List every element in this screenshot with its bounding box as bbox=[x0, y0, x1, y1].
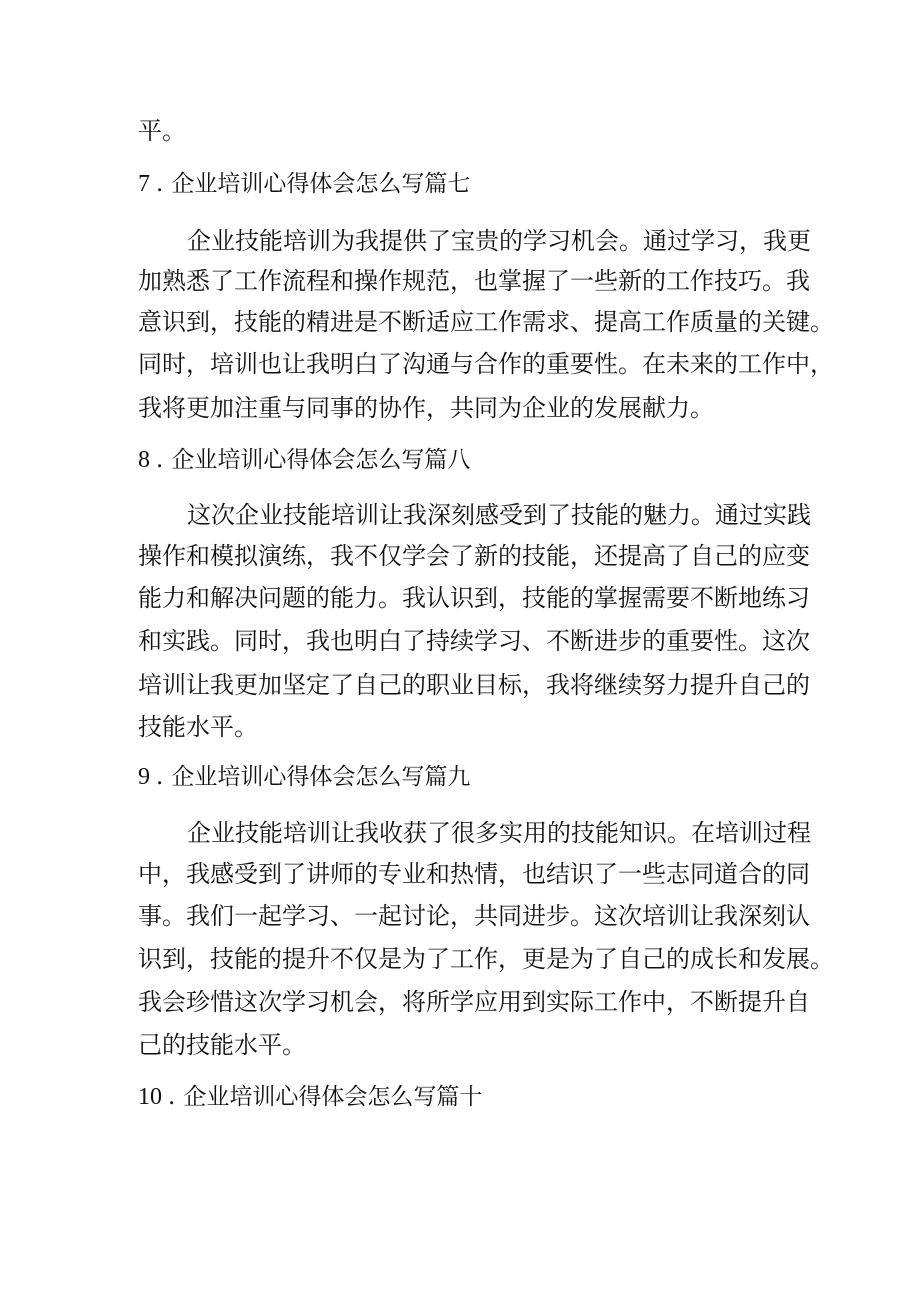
paragraph-line: 操作和模拟演练，我不仅学会了新的技能，还提高了自己的应变 bbox=[138, 542, 810, 570]
section-dot: . bbox=[156, 447, 164, 473]
paragraph-line: 意识到，技能的精进是不断适应工作需求、提高工作质量的关键。 bbox=[138, 308, 834, 336]
section-title: 企业培训心得体会怎么写篇九 bbox=[171, 764, 471, 790]
paragraph-line: 我会珍惜这次学习机会，将所学应用到实际工作中，不断提升自 bbox=[138, 988, 810, 1016]
section-number: 9 bbox=[138, 764, 150, 790]
paragraph-line: 中，我感受到了讲师的专业和热情，也结识了一些志同道合的同 bbox=[138, 860, 810, 888]
section-title: 企业培训心得体会怎么写篇十 bbox=[183, 1084, 483, 1110]
paragraph-fragment: 平。 bbox=[138, 117, 186, 145]
paragraph-line: 我将更加注重与同事的协作，共同为企业的发展献力。 bbox=[138, 394, 714, 422]
paragraph-line: 己的技能水平。 bbox=[138, 1031, 306, 1059]
section-heading-9 bbox=[138, 762, 470, 792]
paragraph-line: 加熟悉了工作流程和操作规范，也掌握了一些新的工作技巧。我 bbox=[138, 267, 810, 295]
section-title: 企业培训心得体会怎么写篇八 bbox=[171, 447, 471, 473]
section-number: 8 bbox=[138, 447, 150, 473]
section-heading-10 bbox=[138, 1082, 482, 1112]
section-number: 10 bbox=[138, 1084, 162, 1110]
paragraph-line: 事。我们一起学习、一起讨论，共同进步。这次培训让我深刻认 bbox=[138, 902, 810, 930]
section-dot: . bbox=[168, 1084, 176, 1110]
paragraph-line: 和实践。同时，我也明白了持续学习、不断进步的重要性。这次 bbox=[138, 627, 810, 655]
paragraph-line: 培训让我更加坚定了自己的职业目标，我将继续努力提升自己的 bbox=[138, 671, 810, 699]
section-heading-8 bbox=[138, 445, 470, 475]
paragraph-line: 企业技能培训让我收获了很多实用的技能知识。在培训过程 bbox=[187, 819, 811, 847]
paragraph-line: 技能水平。 bbox=[138, 713, 258, 741]
section-dot: . bbox=[156, 764, 164, 790]
paragraph-line: 识到，技能的提升不仅是为了工作，更是为了自己的成长和发展。 bbox=[138, 945, 834, 973]
section-heading-7 bbox=[138, 169, 470, 199]
section-title: 企业培训心得体会怎么写篇七 bbox=[171, 171, 471, 197]
paragraph-line: 企业技能培训为我提供了宝贵的学习机会。通过学习，我更 bbox=[187, 227, 811, 255]
paragraph-line: 这次企业技能培训让我深刻感受到了技能的魅力。通过实践 bbox=[187, 501, 811, 529]
section-dot: . bbox=[156, 171, 164, 197]
paragraph-line: 同时，培训也让我明白了沟通与合作的重要性。在未来的工作中， bbox=[138, 350, 834, 378]
section-number: 7 bbox=[138, 171, 150, 197]
paragraph-line: 能力和解决问题的能力。我认识到，技能的掌握需要不断地练习 bbox=[138, 584, 810, 612]
